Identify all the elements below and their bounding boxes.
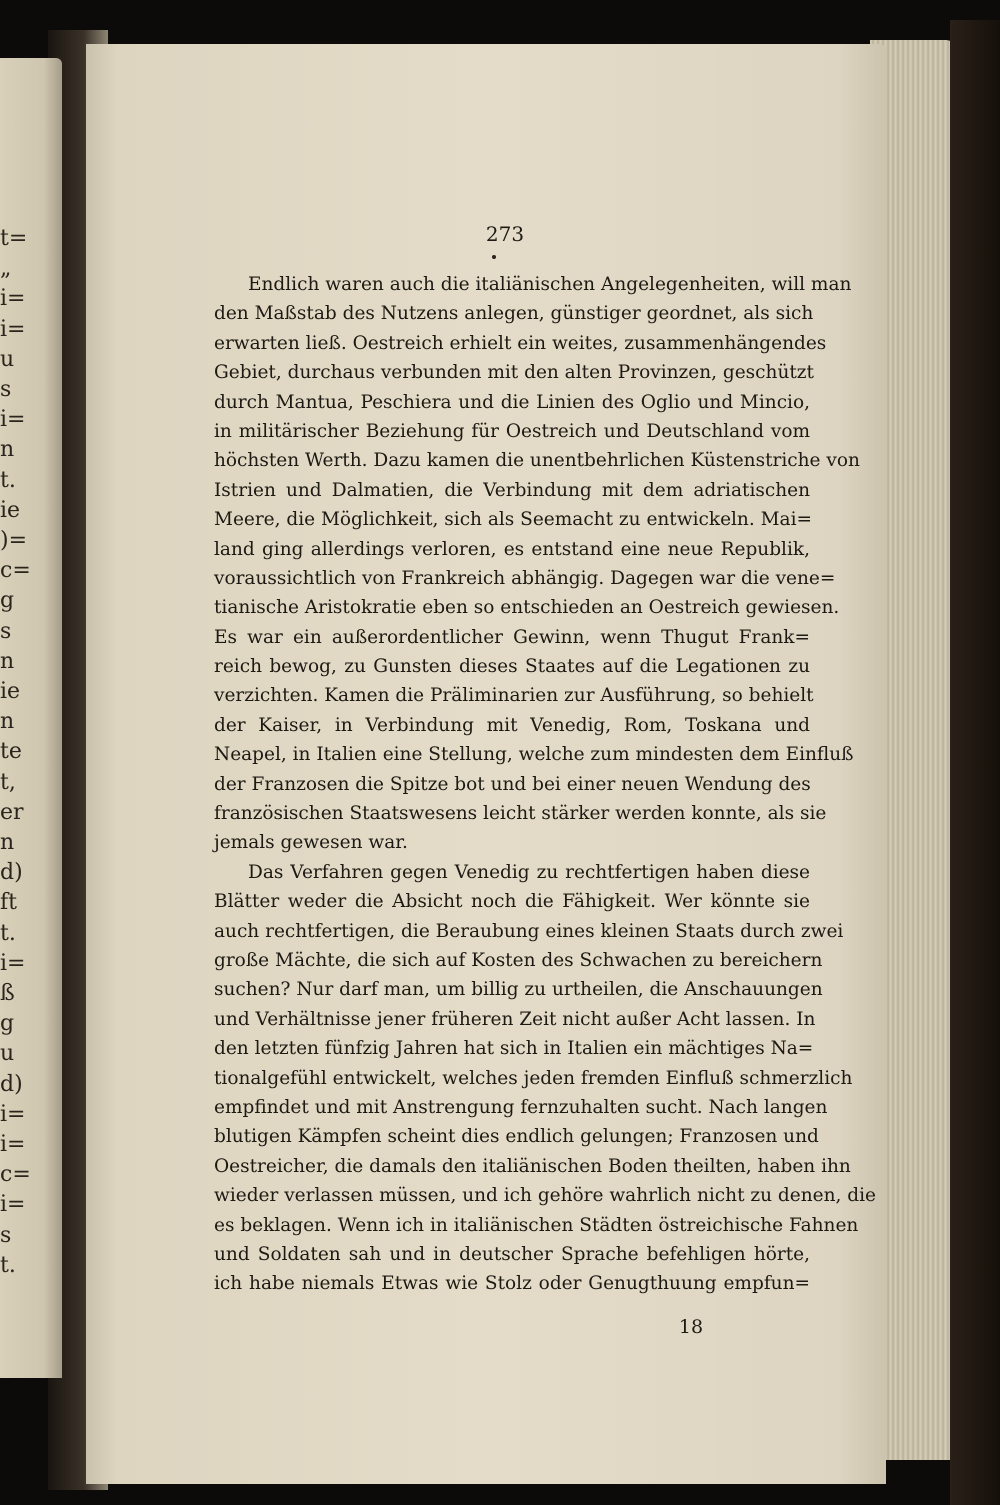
left-page-fragment: c= (0, 558, 31, 584)
left-page-fragment: ß (0, 981, 15, 1006)
left-page-edge (0, 58, 62, 1378)
left-page-fragment: i= (0, 286, 26, 312)
left-page-fragment: u (0, 1041, 15, 1067)
signature-mark: 18 (678, 1316, 704, 1338)
left-page-fragment: t. (0, 920, 16, 946)
text-line: Endlich waren auch die italiänischen Angelegenheiten, will man (248, 274, 852, 295)
text-line: auch rechtfertigen, die Beraubung eines kleinen Staats durch zwei (214, 920, 844, 942)
text-line: Es war ein außerordentlicher Gewinn, wenn Thugut Frank= (214, 626, 810, 648)
text-line: den Maßstab des Nutzens anlegen, günstiger geordnet, als sich (214, 303, 814, 325)
left-page-fragment: er (0, 799, 24, 825)
left-page-fragment: s (0, 618, 12, 644)
left-page-fragment: s (0, 1222, 12, 1248)
text-line: Blätter weder die Absicht noch die Fähigkeit. Wer könnte sie (214, 891, 810, 913)
left-page-fragment: s (0, 377, 12, 402)
left-page-fragment: i= (0, 1101, 26, 1127)
left-page-text-fragments (0, 58, 62, 1378)
left-page-fragment: n (0, 648, 15, 674)
book-cover-edge (950, 20, 1000, 1505)
text-line: verzichten. Kamen die Präliminarien zur Ausführung, so behielt (214, 685, 814, 707)
ink-dot (492, 255, 496, 259)
left-page-fragment: t. (0, 467, 16, 493)
left-page-fragment: te (0, 739, 22, 765)
text-line: Istrien und Dalmatien, die Verbindung mit dem adriatischen (214, 479, 810, 501)
left-page-fragment: t. (0, 1252, 16, 1278)
left-page-fragment: g (0, 588, 15, 614)
text-line: durch Mantua, Peschiera und die Linien des Oglio und Mincio, (214, 391, 810, 413)
left-page-fragment: n (0, 437, 15, 463)
left-page-fragment: u (0, 346, 15, 372)
text-line: höchsten Werth. Dazu kamen die unentbehrlichen Küstenstriche von (214, 450, 860, 472)
text-line: land ging allerdings verloren, es entstand eine neue Republik, (214, 538, 810, 560)
left-page-fragment: c= (0, 1162, 31, 1188)
left-page-fragment: )= (0, 528, 28, 553)
text-line: große Mächte, die sich auf Kosten des Schwachen zu bereichern (214, 949, 823, 971)
text-line: den letzten fünfzig Jahren hat sich in Italien ein mächtiges Na= (214, 1038, 814, 1060)
body-text (214, 270, 876, 1299)
text-line: reich bewog, zu Gunsten dieses Staates auf die Legationen zu (214, 656, 810, 678)
text-line: es beklagen. Wenn ich in italiänischen Städten östreichische Fahnen (214, 1214, 859, 1236)
text-line: der Franzosen die Spitze bot und bei einer neuen Wendung des (214, 773, 811, 795)
page-number: 273 (485, 222, 525, 246)
left-page-fragment: i= (0, 1192, 26, 1218)
left-page-fragment: „ (0, 256, 12, 282)
left-page-fragment: i= (0, 1132, 26, 1157)
left-page-fragment: n (0, 709, 15, 735)
text-line: tionalgefühl entwickelt, welches jeden fremden Einfluß schmerzlich (214, 1067, 853, 1089)
text-line: und Verhältnisse jener früheren Zeit nicht außer Acht lassen. In (214, 1008, 816, 1030)
text-line: wieder verlassen müssen, und ich gehöre wahrlich nicht zu denen, die (214, 1185, 876, 1207)
text-line: tianische Aristokratie eben so entschieden an Oestreich gewiesen. (214, 597, 840, 619)
left-page-fragment: i= (0, 407, 26, 433)
text-line: voraussichtlich von Frankreich abhängig. Dagegen war die vene= (214, 567, 836, 589)
book-page (86, 44, 886, 1484)
text-line: französischen Staatswesens leicht stärker werden konnte, als sie (214, 803, 827, 825)
text-line: Meere, die Möglichkeit, sich als Seemacht zu entwickeln. Mai= (214, 509, 812, 531)
text-line: jemals gewesen war. (214, 832, 408, 854)
left-page-fragment: g (0, 1011, 15, 1037)
text-line: ich habe niemals Etwas wie Stolz oder Genugthuung empfun= (214, 1273, 810, 1295)
left-page-fragment: i= (0, 950, 26, 976)
text-line: blutigen Kämpfen scheint dies endlich gelungen; Franzosen und (214, 1126, 819, 1148)
text-line: Das Verfahren gegen Venedig zu rechtfertigen haben diese (248, 861, 810, 883)
text-line: Neapel, in Italien eine Stellung, welche zum mindesten dem Einfluß (214, 744, 854, 766)
left-page-fragment: t= (0, 226, 28, 251)
text-line: empfindet und mit Anstrengung fernzuhalten sucht. Nach langen (214, 1096, 828, 1118)
left-page-fragment: d) (0, 860, 23, 886)
text-line: erwarten ließ. Oestreich erhielt ein weites, zusammenhängendes (214, 332, 827, 354)
left-page-fragment: n (0, 830, 15, 855)
text-line: in militärischer Beziehung für Oestreich und Deutschland vom (214, 420, 810, 442)
text-line: der Kaiser, in Verbindung mit Venedig, Rom, Toskana und (214, 714, 810, 736)
left-page-fragment: ie (0, 497, 21, 523)
left-page-fragment: t, (0, 769, 16, 795)
left-page-fragment: ft (0, 890, 17, 916)
text-line: suchen? Nur darf man, um billig zu urtheilen, die Anschauungen (214, 979, 823, 1001)
left-page-fragment: i= (0, 316, 26, 342)
text-line: und Soldaten sah und in deutscher Sprache befehligen hörte, (214, 1243, 810, 1265)
text-line: Oestreicher, die damals den italiänischen Boden theilten, haben ihn (214, 1155, 851, 1177)
left-page-fragment: ie (0, 679, 21, 704)
text-line: Gebiet, durchaus verbunden mit den alten Provinzen, geschützt (214, 362, 814, 384)
left-page-fragment: d) (0, 1071, 23, 1097)
